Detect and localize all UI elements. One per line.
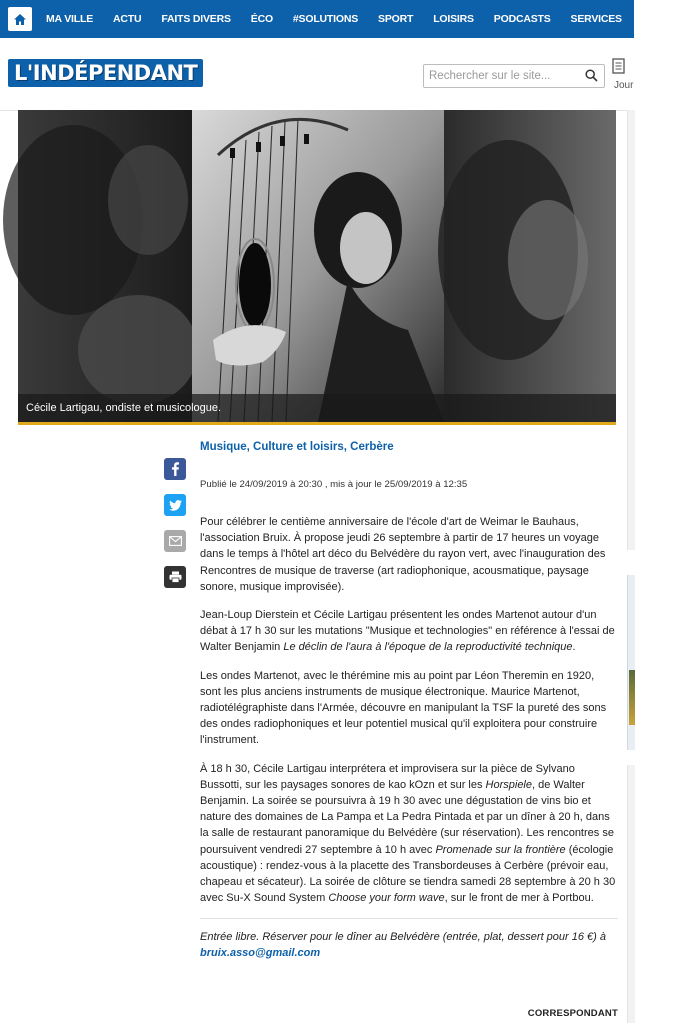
paragraph-2-text-b: . (572, 641, 576, 654)
article-paragraph-3: Les ondes Martenot, avec le thérémine mis au point par Léon Theremin en 1920, sont les plus anciens instruments de musique électronique. Maurice Martenot, radiotélégraphiste dans l'Armée, découvre en manipulant la TSF la pureté des sons des ondes radiophoniques et leur potentiel musical qu'il exploitera pour construire l'instrument. (200, 669, 607, 747)
nav-item-podcasts[interactable]: PODCASTS (493, 13, 551, 25)
right-rail-ad (627, 110, 635, 550)
nav-item-actu[interactable]: ACTU (113, 13, 142, 25)
hero-accent-line (18, 422, 616, 425)
published-date: Publié le 24/09/2019 à 20:30 , mis à jour le 25/09/2019 à 12:35 (200, 479, 468, 490)
nav-item-annonces[interactable]: ANNO (641, 13, 672, 25)
article-paragraph-4 (200, 761, 618, 907)
right-rail-widget[interactable] (627, 575, 635, 750)
paragraph-4-italic-1: Horspiele (485, 778, 532, 791)
nav-item-faits-divers[interactable]: FAITS DIVERS (161, 13, 231, 25)
article-paragraph-1: Pour célébrer le centième anniversaire de l'école d'art de Weimar le Bauhaus, l'association Bruix. À propose jeudi 26 septembre à partir de 17 heures un voyage dans le temps à l'hôtel art déco du Belvédère du rayon vert, avec l'inauguration des Rencontres de musique de traverse (art radiophonique, acousmatique, paysage sonore, musique improvisée). (200, 516, 606, 593)
paragraph-4-text-a: À 18 h 30, Cécile Lartigau interprétera et improvisera sur la pièce de Sylvano Bussotti, sur les paysages sonores de kao kOzn et sur les (200, 762, 575, 791)
twitter-icon (169, 500, 182, 511)
nav-item-services[interactable]: SERVICES (570, 13, 622, 25)
nav-item-ma-ville[interactable]: MA VILLE (46, 13, 94, 25)
top-navigation (0, 0, 672, 38)
paragraph-4-italic-2: Promenade sur la frontière (435, 843, 566, 856)
hero-image (18, 110, 616, 422)
nav-item-solutions[interactable]: #SOLUTIONS (292, 13, 359, 25)
search-input[interactable] (424, 65, 579, 87)
nav-item-eco[interactable]: ÉCO (250, 13, 273, 25)
paragraph-2-text-a: Jean-Loup Dierstein et Cécile Lartigau présentent les ondes Martenot autour d'un débat à 17 h 30 sur les mutations "Musique et technologies" en référence à l'essai de Walter Benjamin (200, 609, 615, 654)
logo-text: L'INDÉPENDANT (14, 61, 198, 85)
share-email-button[interactable] (164, 530, 186, 552)
print-button[interactable] (164, 566, 186, 588)
article-body (200, 514, 618, 906)
nav-item-loisirs[interactable]: LOISIRS (433, 13, 474, 25)
site-logo[interactable] (8, 59, 203, 87)
note-text: Entrée libre. Réserver pour le dîner au Belvédère (entrée, plat, dessert pour 16 €) à (200, 931, 607, 944)
paragraph-4-text-c: (écologie acoustique) : rendez-vous à la placette des Transbordeuses à Cerbère (prévoir eau, chapeau et sécateur). La soirée de clôture se tiendra samedi 28 septembre à 20 h 30 avec Su-X Sound System (200, 843, 616, 905)
journal-icon (612, 58, 626, 74)
share-twitter-button[interactable] (164, 494, 186, 516)
article-content (200, 438, 618, 961)
search-box (423, 64, 605, 88)
article-author: CORRESPONDANT (527, 1008, 618, 1019)
home-button[interactable] (8, 7, 32, 31)
right-rail-block (627, 765, 635, 1023)
hero-caption: Cécile Lartigau, ondiste et musicologue. (18, 394, 616, 422)
journal-link[interactable] (612, 58, 634, 91)
paragraph-4-text-b: , de Walter Benjamin. La soirée se poursuivra à 19 h 30 avec une dégustation de vins bio et nature des domaines de La Pampa et La Pedra Pintada et par un dîner à 20 h, dans la salle de restaurant panoramique du Belvédère (sur réservation). Les rencontres se poursuivent vendredi 27 septembre à 10 h avec (200, 778, 614, 856)
nav-item-sport[interactable]: SPORT (378, 13, 414, 25)
article-note (200, 918, 618, 961)
site-header (0, 38, 634, 111)
share-facebook-button[interactable] (164, 458, 186, 480)
journal-label: Jour (614, 80, 634, 91)
print-icon (169, 571, 182, 583)
hero-photo (18, 110, 616, 422)
home-icon (13, 13, 27, 26)
paragraph-4-text-d: , sur le front de mer à Portbou. (444, 892, 594, 905)
article-paragraph-2 (200, 607, 618, 656)
facebook-icon (170, 462, 180, 476)
search-icon[interactable] (585, 69, 598, 82)
article-tags[interactable]: Musique, Culture et loisirs, Cerbère (200, 441, 394, 453)
paragraph-2-italic: Le déclin de l'aura à l'époque de la reproductivité technique (283, 641, 573, 654)
email-link[interactable]: bruix.asso@gmail.com (200, 947, 321, 960)
paragraph-4-italic-3: Choose your form wave (328, 892, 445, 905)
right-rail-thumbnail (629, 670, 635, 725)
mail-icon (169, 536, 182, 546)
nav-items (46, 13, 692, 25)
